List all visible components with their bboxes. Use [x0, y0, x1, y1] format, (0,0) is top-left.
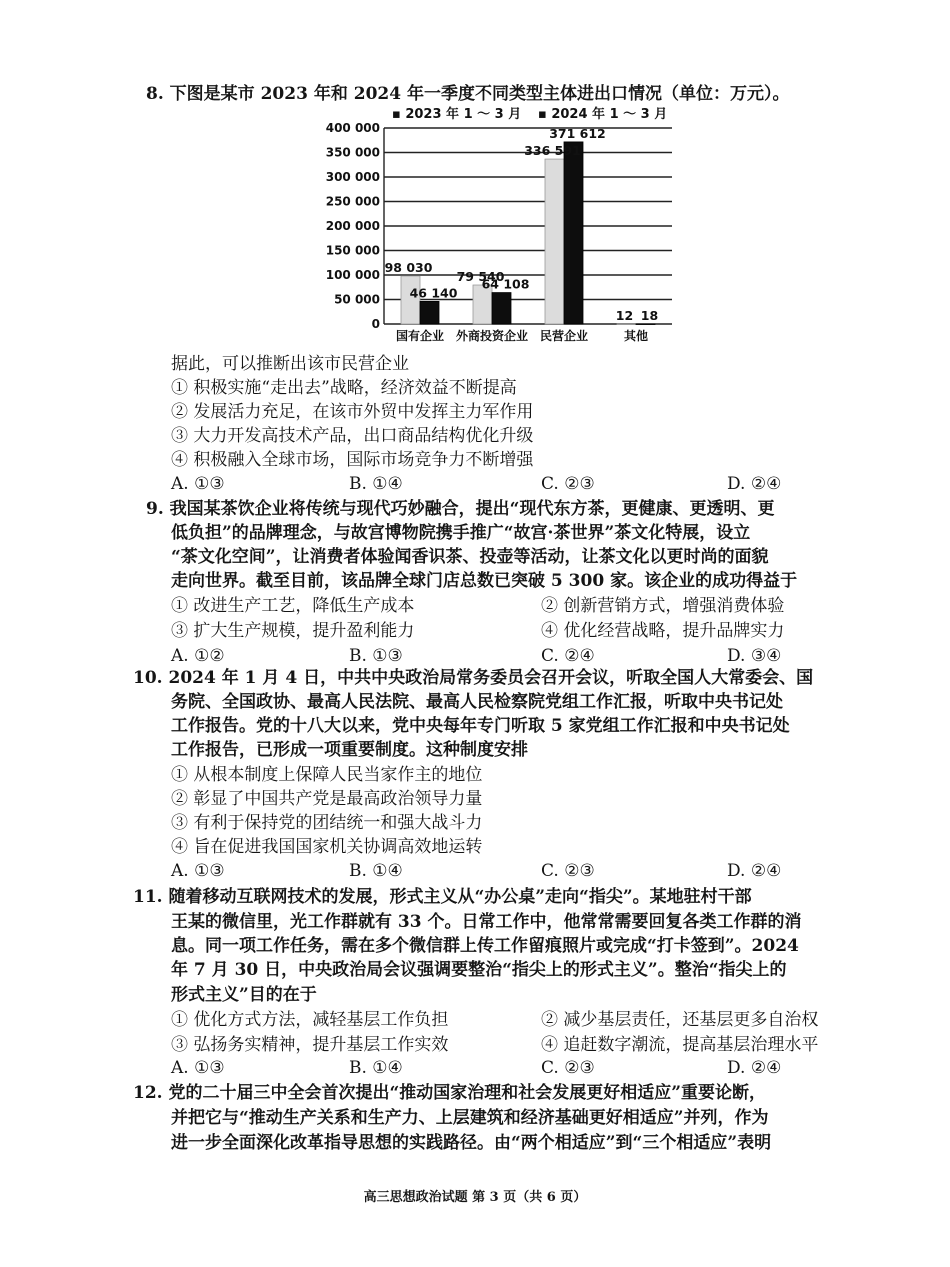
q11-statement-1: ① 优化方式方法，减轻基层工作负担: [171, 1010, 449, 1030]
chart-y-tick-label: 50 000: [334, 292, 380, 307]
chart-bar: [564, 142, 583, 324]
q10-option-a: A. ①③: [171, 861, 225, 881]
q12-line-1: [133, 1081, 766, 1105]
chart-y-tick-label: 200 000: [326, 219, 380, 233]
q10-statement-2: ② 彰显了中国共产党是最高政治领导力量: [171, 789, 483, 809]
q9-statement-3: ③ 扩大生产规模，提升盈利能力: [171, 621, 415, 641]
q10-number: 10.: [133, 668, 163, 688]
q9-statement-1: ① 改进生产工艺，降低生产成本: [171, 596, 415, 616]
chart-category-label: 外商投资企业: [455, 329, 529, 343]
q10-statement-4: ④ 旨在促进我国国家机关协调高效地运转: [171, 837, 483, 857]
chart-y-tick-label: 350 000: [326, 145, 380, 160]
chart-y-tick-label: 250 000: [326, 194, 380, 209]
q11-number: 11.: [133, 887, 163, 907]
q8-statement-4: ④ 积极融入全球市场，国际市场竞争力不断增强: [171, 450, 534, 470]
chart-data-label: 371 612: [549, 125, 606, 141]
q11-statement-3: ③ 弘扬务实精神，提升基层工作实效: [171, 1035, 449, 1055]
chart-category-label: 国有企业: [395, 329, 445, 343]
chart-y-tick-label: 300 000: [326, 170, 380, 184]
q8-stem-text: 下图是某市 2023 年和 2024 年一季度不同类型主体进出口情况（单位：万元）。: [169, 84, 790, 104]
q11-statement-2: ② 减少基层责任，还基层更多自治权: [541, 1010, 819, 1030]
q8-after-chart: 据此，可以推断出该市民营企业: [171, 354, 409, 374]
chart-data-label: 64 108: [481, 276, 530, 292]
q10-line-2: 务院、全国政协、最高人民法院、最高人民检察院党组工作汇报，听取中央书记处: [171, 692, 783, 712]
chart-data-label: 46 140: [409, 285, 458, 301]
chart-y-tick-label: 0: [371, 317, 380, 331]
q11-line-3: 息。同一项工作任务，需在多个微信群上传工作留痕照片或完成“打卡签到”。2024: [171, 936, 799, 956]
q8-option-b: B. ①④: [349, 474, 403, 494]
q12-line-3: 进一步全面深化改革指导思想的实践路径。由“两个相适应”到“三个相适应”表明: [171, 1133, 772, 1153]
q8-statement-2: ② 发展活力充足，在该市外贸中发挥主力军作用: [171, 402, 534, 422]
q8-bar-chart: [326, 100, 686, 350]
chart-bar: [492, 293, 511, 324]
chart-bar: [545, 159, 564, 324]
q10-statement-3: ③ 有利于保持党的团结统一和强大战斗力: [171, 813, 483, 833]
chart-legend-entry: ▪ 2023 年 1 ～ 3 月: [392, 107, 522, 122]
q11-option-a: A. ①③: [171, 1058, 225, 1078]
q11-statement-4: ④ 追赶数字潮流，提高基层治理水平: [541, 1035, 819, 1055]
q10-option-c: C. ②③: [541, 861, 595, 881]
q8-number: 8.: [146, 84, 164, 104]
q12-line-2: 并把它与“推动生产关系和生产力、上层建筑和经济基础更好相适应”并列，作为: [171, 1108, 769, 1128]
q9-line-3: “茶文化空间”，让消费者体验闻香识茶、投壶等活动，让茶文化以更时尚的面貌: [171, 547, 769, 567]
q8-option-c: C. ②③: [541, 474, 595, 494]
q8-statement-3: ③ 大力开发高技术产品，出口商品结构优化升级: [171, 426, 534, 446]
chart-y-ticks: [326, 121, 380, 331]
chart-legend: [392, 106, 667, 122]
chart-category-label: 其他: [623, 329, 649, 343]
q9-statement-2: ② 创新营销方式，增强消费体验: [541, 596, 785, 616]
q10-option-b: B. ①④: [349, 861, 403, 881]
chart-data-label: 18: [640, 307, 659, 323]
q11-option-c: C. ②③: [541, 1058, 595, 1078]
q9-statement-4: ④ 优化经营战略，提升品牌实力: [541, 621, 785, 641]
chart-data-labels: [385, 126, 659, 323]
chart-bar: [636, 324, 655, 325]
q9-option-d: D. ③④: [727, 646, 782, 666]
q10-statement-1: ① 从根本制度上保障人民当家作主的地位: [171, 765, 483, 785]
q9-option-c: C. ②④: [541, 646, 595, 666]
q12-text-1: 党的二十届三中全会首次提出“推动国家治理和社会发展更好相适应”重要论断，: [168, 1083, 767, 1103]
chart-data-label: 12: [615, 307, 634, 323]
q11-line-2: 王某的微信里，光工作群就有 33 个。日常工作中，他常常需要回复各类工作群的消: [171, 912, 802, 932]
chart-y-tick-label: 150 000: [326, 243, 380, 258]
q11-option-d: D. ②④: [727, 1058, 782, 1078]
chart-data-label: 336 591: [524, 143, 581, 159]
q10-line-4: 工作报告，已形成一项重要制度。这种制度安排: [171, 740, 528, 760]
q11-text-1: 随着移动互联网技术的发展，形式主义从“办公桌”走向“指尖”。某地驻村干部: [168, 887, 752, 907]
q9-number: 9.: [146, 499, 164, 519]
q9-line-4: 走向世界。截至目前，该品牌全球门店总数已突破 5 300 家。该企业的成功得益于: [171, 571, 798, 591]
chart-y-tick-label: 100 000: [326, 268, 380, 282]
q10-option-d: D. ②④: [727, 861, 782, 881]
q8-statement-1: ① 积极实施“走出去”战略，经济效益不断提高: [171, 378, 517, 398]
chart-bar: [617, 324, 636, 325]
page-footer: 高三思想政治试题 第 3 页（共 6 页）: [363, 1190, 587, 1205]
chart-x-categories: [396, 328, 648, 343]
q11-line-4: 年 7 月 30 日，中央政治局会议强调要整治“指尖上的形式主义”。整治“指尖上的: [171, 960, 787, 980]
chart-bar: [420, 301, 439, 324]
chart-data-label: 79 540: [456, 269, 505, 285]
chart-category-label: 民营企业: [539, 329, 589, 343]
q12-number: 12.: [133, 1083, 163, 1103]
q11-line-1: [133, 885, 752, 909]
q9-line-2: 低负担”的品牌理念，与故宫博物院携手推广“故宫·茶世界”茶文化特展，设立: [171, 523, 751, 543]
q11-option-b: B. ①④: [349, 1058, 403, 1078]
q9-option-a: A. ①②: [171, 646, 225, 666]
chart-data-label: 98 030: [384, 259, 433, 275]
q9-line-1: [146, 497, 774, 521]
chart-legend-entry: ▪ 2024 年 1 ～ 3 月: [538, 107, 668, 122]
chart-y-tick-label: 400 000: [326, 121, 380, 135]
q11-line-5: 形式主义”目的在于: [171, 985, 317, 1005]
q9-option-b: B. ①③: [349, 646, 403, 666]
q10-line-3: 工作报告。党的十八大以来，党中央每年专门听取 5 家党组工作汇报和中央书记处: [171, 716, 790, 736]
q8-option-a: A. ①③: [171, 474, 225, 494]
q10-line-1: [133, 666, 813, 690]
q10-text-1: 2024 年 1 月 4 日，中共中央政治局常务委员会召开会议，听取全国人大常委会、国: [168, 668, 814, 688]
q9-text-1: 我国某茶饮企业将传统与现代巧妙融合，提出“现代东方茶，更健康、更透明、更: [169, 499, 775, 519]
q8-option-d: D. ②④: [727, 474, 782, 494]
